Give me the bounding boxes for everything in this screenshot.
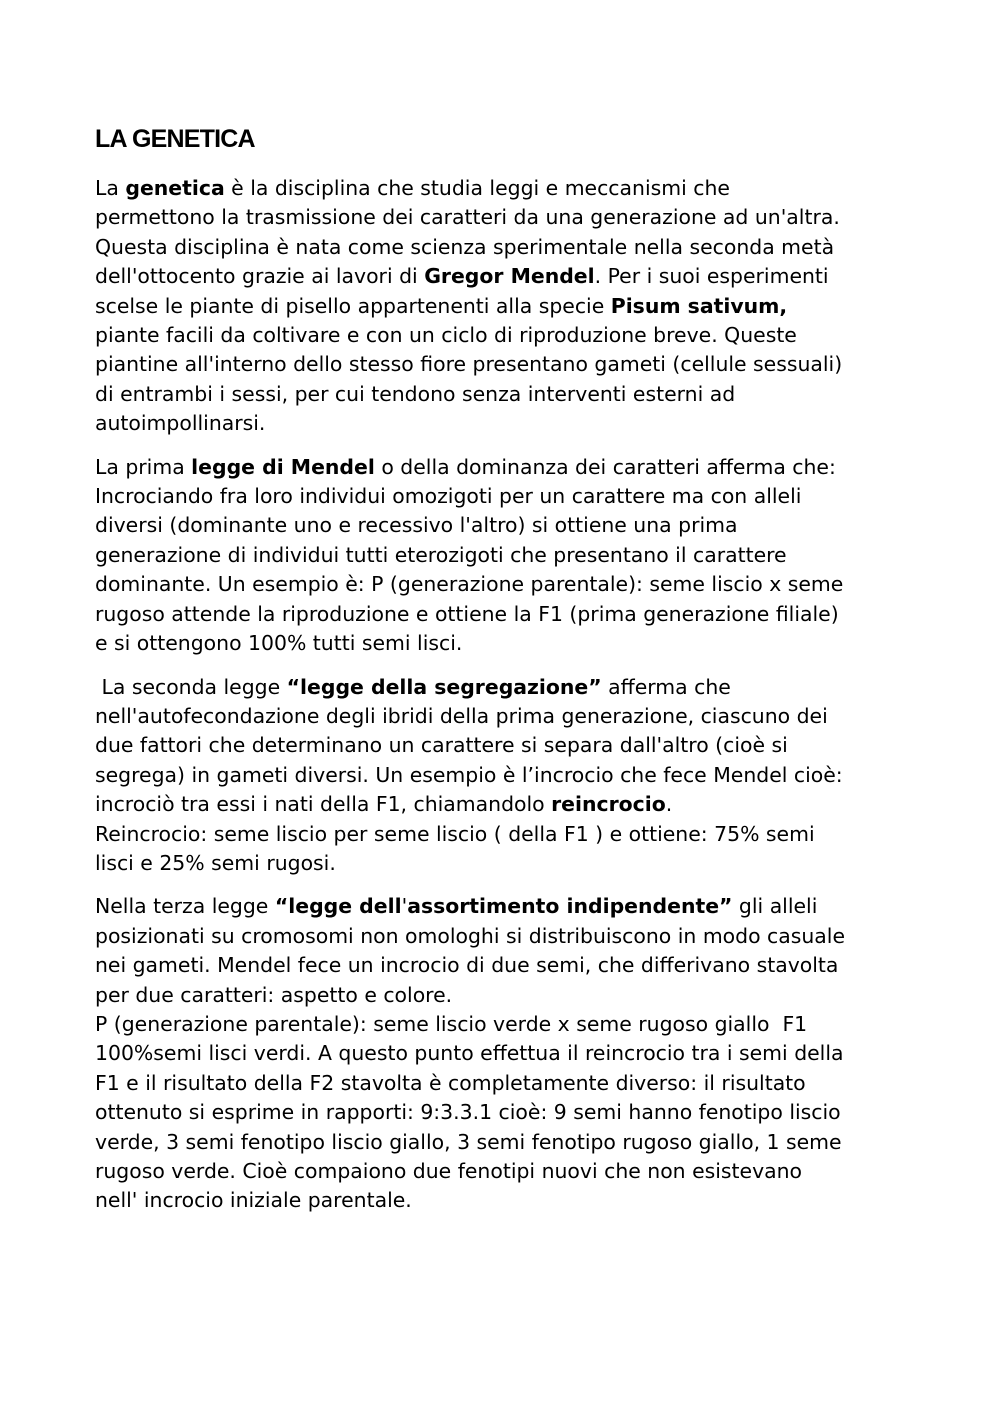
text-run: Questa disciplina è nata come scienza sperimentale nella seconda metà xyxy=(95,234,835,259)
text-run: incrociò tra essi i nati della F1, chiamandolo xyxy=(95,792,552,817)
text-run: piantine all'interno dello stesso fiore presentano gameti (cellule sessuali) xyxy=(95,352,843,377)
text-run: per due caratteri: aspetto e colore. xyxy=(95,982,453,1007)
bold-term: reincrocio xyxy=(551,792,666,817)
document-page xyxy=(95,122,905,1230)
text-run: posizionati su cromosomi non omologhi si distribuiscono in modo casuale xyxy=(95,923,846,948)
text-line xyxy=(95,790,905,819)
text-run: nei gameti. Mendel fece un incrocio di due semi, che differivano stavolta xyxy=(95,953,839,978)
text-run: Reincrocio: seme liscio per seme liscio ( della F1 ) e ottiene: 75% semi xyxy=(95,821,815,846)
text-run: o della dominanza dei caratteri afferma che: xyxy=(374,454,836,479)
text-run: scelse le piante di pisello appartenenti alla specie xyxy=(95,293,611,318)
text-run: nell' incrocio iniziale parentale. xyxy=(95,1188,412,1213)
text-run: è la disciplina che studia leggi e meccanismi che xyxy=(224,176,730,200)
bold-term: assortimento indipendente” xyxy=(407,894,733,919)
text-line xyxy=(95,570,905,599)
text-run: Incrociando fra loro individui omozigoti per un carattere ma con alleli xyxy=(95,484,802,509)
text-run: verde, 3 semi fenotipo liscio giallo, 3 semi fenotipo rugoso giallo, 1 seme xyxy=(95,1129,842,1154)
text-line xyxy=(95,981,905,1010)
text-line xyxy=(95,262,905,291)
text-run: Nella terza legge xyxy=(95,894,275,919)
text-run: F1 e il risultato della F2 stavolta è completamente diverso: il risultato xyxy=(95,1070,806,1095)
text-run: due fattori che determinano un carattere si separa dall'altro (cioè si xyxy=(95,733,788,758)
text-run: autoimpollinarsi. xyxy=(95,411,266,436)
text-line xyxy=(95,922,905,951)
text-line xyxy=(95,233,905,262)
text-line xyxy=(95,1039,905,1068)
text-run: piante facili da coltivare e con un ciclo di riproduzione breve. Queste xyxy=(95,323,797,348)
text-line xyxy=(95,541,905,570)
text-line xyxy=(95,482,905,511)
text-line xyxy=(95,380,905,409)
text-run: segrega) in gameti diversi. Un esempio è l’incrocio che fece Mendel cioè: xyxy=(95,762,843,787)
bold-term: legge di Mendel xyxy=(191,454,375,479)
text-run: . xyxy=(665,792,673,817)
text-line xyxy=(95,673,905,702)
text-run: 100%semi lisci verdi. A questo punto effettua il reincrocio tra i semi della xyxy=(95,1041,844,1066)
bold-term: Pisum sativum, xyxy=(610,293,788,318)
paragraph-3 xyxy=(95,673,905,879)
text-line xyxy=(95,1128,905,1157)
paragraph-2 xyxy=(95,453,905,659)
text-run: diversi (dominante uno e recessivo l'altro) si ottiene una prima xyxy=(95,513,738,538)
text-run: nell'autofecondazione degli ibridi della prima generazione, ciascuno dei xyxy=(95,703,828,728)
text-line xyxy=(95,820,905,849)
text-line xyxy=(95,453,905,482)
text-line xyxy=(95,409,905,438)
text-run: rugoso attende la riproduzione e ottiene la F1 (prima generazione filiale) xyxy=(95,601,839,626)
text-line xyxy=(95,1069,905,1098)
text-run: dominante. Un esempio è: P (generazione parentale): seme liscio x seme xyxy=(95,572,844,597)
text-run: La seconda legge xyxy=(95,674,287,699)
bold-term: Gregor Mendel xyxy=(424,264,595,289)
text-line xyxy=(95,350,905,379)
page-title: LA GENETICA xyxy=(95,125,255,153)
text-line xyxy=(95,1186,905,1215)
text-run: La xyxy=(95,176,126,200)
text-line xyxy=(95,1157,905,1186)
text-run: generazione di individui tutti eterozigoti che presentano il carattere xyxy=(95,542,787,567)
text-line xyxy=(95,321,905,350)
text-line xyxy=(95,951,905,980)
text-run: permettono la trasmissione dei caratteri da una generazione ad un'altra. xyxy=(95,205,840,230)
text-run: rugoso verde. Cioè compaiono due fenotipi nuovi che non esistevano xyxy=(95,1159,803,1183)
text-run: e si ottengono 100% tutti semi lisci. xyxy=(95,631,463,656)
text-run: afferma che xyxy=(601,674,731,699)
text-run: . Per i suoi esperimenti xyxy=(594,264,829,289)
text-run: ' xyxy=(401,894,408,919)
text-run: di entrambi i sessi, per cui tendono senza interventi esterni ad xyxy=(95,381,736,406)
text-line xyxy=(95,292,905,321)
text-run: ottenuto si esprime in rapporti: 9:3.3.1 cioè: 9 semi hanno fenotipo liscio xyxy=(95,1100,841,1125)
text-line xyxy=(95,849,905,878)
bold-term: “legge della segregazione” xyxy=(286,674,602,699)
text-line xyxy=(95,702,905,731)
bold-term: “legge dell xyxy=(274,894,402,919)
text-line xyxy=(95,600,905,629)
text-line xyxy=(95,203,905,232)
text-run: gli alleli xyxy=(732,894,818,919)
text-line xyxy=(95,174,905,203)
text-line xyxy=(95,1098,905,1127)
text-line xyxy=(95,761,905,790)
paragraph-4 xyxy=(95,892,905,1215)
text-run: dell'ottocento grazie ai lavori di xyxy=(95,264,425,289)
text-run: La prima xyxy=(95,454,192,479)
text-line xyxy=(95,511,905,540)
bold-term: genetica xyxy=(125,176,225,200)
text-run: P (generazione parentale): seme liscio verde x seme rugoso giallo F1 xyxy=(95,1011,808,1036)
text-line xyxy=(95,1010,905,1039)
text-run: lisci e 25% semi rugosi. xyxy=(95,850,336,875)
text-line xyxy=(95,629,905,658)
text-line xyxy=(95,731,905,760)
text-line xyxy=(95,892,905,921)
document-body xyxy=(95,174,905,1216)
paragraph-1 xyxy=(95,174,905,439)
